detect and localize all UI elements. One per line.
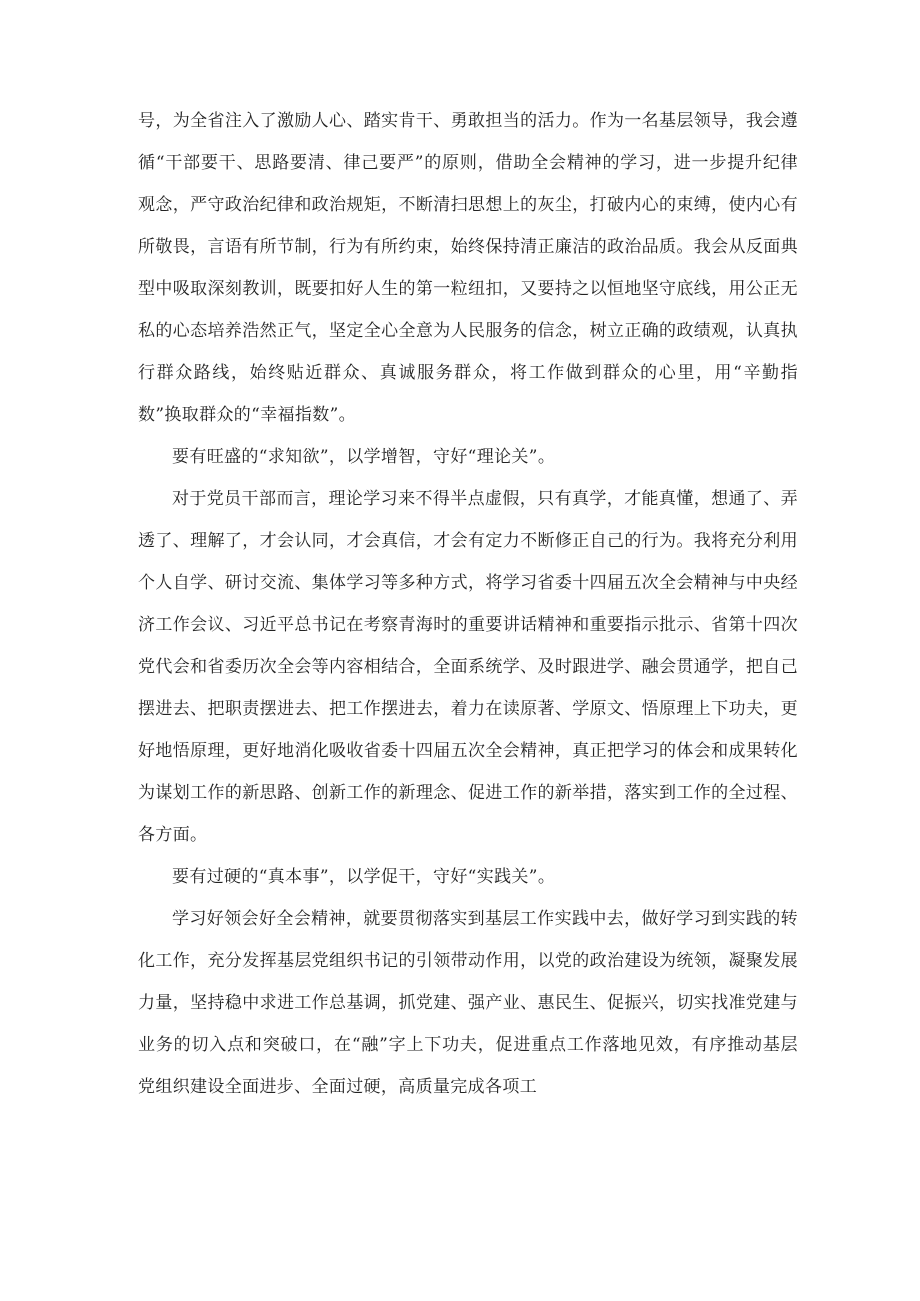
paragraph-continuation: 号，为全省注入了激励人心、踏实肯干、勇敢担当的活力。作为一名基层领导，我会遵循“干部要干、思路要清、律己要严”的原则，借助全会精神的学习，进一步提升纪律观念，严守政治纪律和政治规矩，不断清扫思想上的灰尘，打破内心的束缚，使内心有所敬畏，言语有所节制，行为有所约束，始终保持清正廉洁的政治品质。我会从反面典型中吸取深刻教训，既要扣好人生的第一粒纽扣，又要持之以恒地坚守底线，用公正无私的心态培养浩然正气，坚定全心全意为人民服务的信念，树立正确的政绩观，认真执行群众路线，始终贴近群众、真诚服务群众，将工作做到群众的心里，用“辛勤指数”换取群众的“幸福指数”。 <box>138 111 798 425</box>
paragraph-practice: 学习好领会好全会精神，就要贯彻落实到基层工作实践中去，做好学习到实践的转化工作，充分发挥基层党组织书记的引领带动作用，以党的政治建设为统领，凝聚发展力量，坚持稳中求进工作总基调，抓党建、强产业、惠民生、促振兴，切实找准党建与业务的切入点和突破口，在“融”字上下功夫，促进重点工作落地见效，有序推动基层党组织建设全面进步、全面过硬，高质量完成各项工 <box>138 909 798 1097</box>
section-heading-knowledge: 要有旺盛的“求知欲”，以学增智，守好“理论关”。 <box>172 447 556 467</box>
paragraph-theory-study: 对于党员干部而言，理论学习来不得半点虚假，只有真学，才能真懂，想通了、弄透了、理解了，才会认同，才会真信，才会有定力不断修正自己的行为。我将充分利用个人自学、研讨交流、集体学习等多种方式，将学习省委十四届五次全会精神与中央经济工作会议、习近平总书记在考察青海时的重要讲话精神和重要指示批示、省第十四次党代会和省委历次全会等内容相结合，全面系统学、及时跟进学、融会贯通学，把自己摆进去、把职责摆进去、把工作摆进去，着力在读原著、学原文、悟原理上下功夫，更好地悟原理，更好地消化吸收省委十四届五次全会精神，真正把学习的体会和成果转化为谋划工作的新思路、创新工作的新理念、促进工作的新举措，落实到工作的全过程、各方面。 <box>138 489 798 845</box>
section-heading-practice: 要有过硬的“真本事”，以学促干，守好“实践关”。 <box>172 867 556 887</box>
body-text <box>138 100 798 1108</box>
